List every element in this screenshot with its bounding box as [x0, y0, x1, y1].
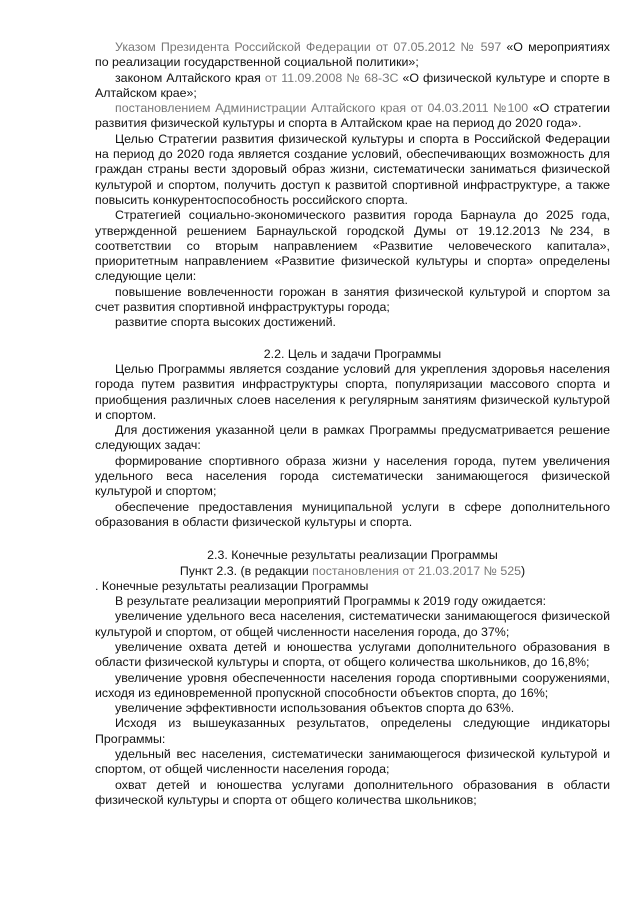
edition-link[interactable]: постановления от 21.03.2017 № 525: [312, 563, 522, 578]
task-item: обеспечение предоставления муниципальной услуги в сфере дополнительного образования в области физической культуры и спорта.: [95, 499, 610, 529]
intro-text: законом Алтайского края: [115, 70, 265, 85]
result-item: увеличение эффективности использования объектов спорта до 63%.: [115, 701, 515, 716]
edition-suffix: ): [521, 563, 526, 578]
section-title-2-2: 2.2. Цель и задачи Программы: [263, 346, 442, 361]
law-link[interactable]: от 11.09.2008 № 68-ЗС: [264, 70, 399, 85]
indicator-item: охват детей и юношества услугами дополнительного образования в области физической культуры и спорта от общего количества школьников;: [95, 777, 610, 807]
intro-text: «О физической культуре и спорте в Алтайском крае»;: [95, 70, 610, 100]
intro-paragraph-law: [95, 71, 610, 102]
result-item: увеличение удельного веса населения, систематически занимающегося физической культурой и спортом, от общей численности населения города, до 37%;: [95, 609, 610, 639]
result-item: увеличение уровня обеспеченности населения города спортивными сооружениями, исходя из единовременной пропускной способности объектов спорта, до 16%;: [95, 670, 610, 700]
indicators-intro: Исходя из вышеуказанных результатов, определены следующие индикаторы Программы:: [95, 716, 610, 746]
tasks-intro-paragraph: Для достижения указанной цели в рамках Программы предусматривается решение следующих задач:: [95, 423, 610, 453]
section-title-2-3: 2.3. Конечные результаты реализации Программы: [207, 548, 498, 563]
decree-link[interactable]: Указом Президента Российской Федерации от 07.05.2012 № 597: [115, 40, 502, 54]
results-intro: В результате реализации мероприятий Программы к 2019 году ожидается:: [115, 594, 547, 609]
intro-paragraph-decree: [95, 40, 610, 71]
goal-item: повышение вовлеченности горожан в занятия физической культурой и спортом за счет развития спортивной инфраструктуры города;: [95, 284, 610, 315]
intro-paragraph-resolution: [95, 101, 610, 132]
section-subtitle: . Конечные результаты реализации Программы: [95, 578, 369, 593]
resolution-link[interactable]: постановлением Администрации Алтайского края от 04.03.2011 №100: [115, 101, 529, 116]
strategy-goal-paragraph: Целью Стратегии развития физической культуры и спорта в Российской Федерации на период до 2020 года является создание условий, обеспечивающих возможность для граждан страны вести здоровый образ жизни, систематически заниматься физической культурой и спортом, получить доступ к развитой спортивной инфраструктуре, а также повысить конкурентоспособность российского спорта.: [95, 131, 610, 207]
task-item: формирование спортивного образа жизни у населения города, путем увеличения удельного веса населения города систематически занимающегося физической культурой и спортом;: [95, 453, 610, 499]
edition-prefix: Пункт 2.3. (в редакции: [179, 563, 313, 578]
indicator-item: удельный вес населения, систематически занимающегося физической культурой и спортом, от общей численности населения города;: [95, 747, 610, 777]
program-goal-paragraph: Целью Программы является создание условий для укрепления здоровья населения города путем развития инфраструктуры спорта, популяризации массового спорта и приобщения различных слоев населения к регулярным занятиям физической культурой и спортом.: [95, 361, 610, 422]
document-page: [95, 40, 610, 808]
result-item: увеличение охвата детей и юношества услугами дополнительного образования в области физической культуры и спорта, от общего количества школьников, до 16,8%;: [95, 639, 610, 670]
intro-text: «О стратегии развития физической культуры и спорта в Алтайском крае на период до 2020 года».: [95, 101, 610, 131]
edition-note: [95, 564, 610, 579]
intro-text: «О мероприятиях по реализации государственной социальной политики»;: [95, 40, 610, 70]
goal-item: развитие спорта высоких достижений.: [115, 315, 336, 330]
city-strategy-paragraph: Стратегией социально-экономического развития города Барнаула до 2025 года, утвержденной решением Барнаульской городской Думы от 19.12.2013 №234, в соответствии со вторым направлением «Развитие человеческого капитала», приоритетным направлением «Развитие физической культуры и спорта» определены следующие цели:: [95, 208, 610, 284]
